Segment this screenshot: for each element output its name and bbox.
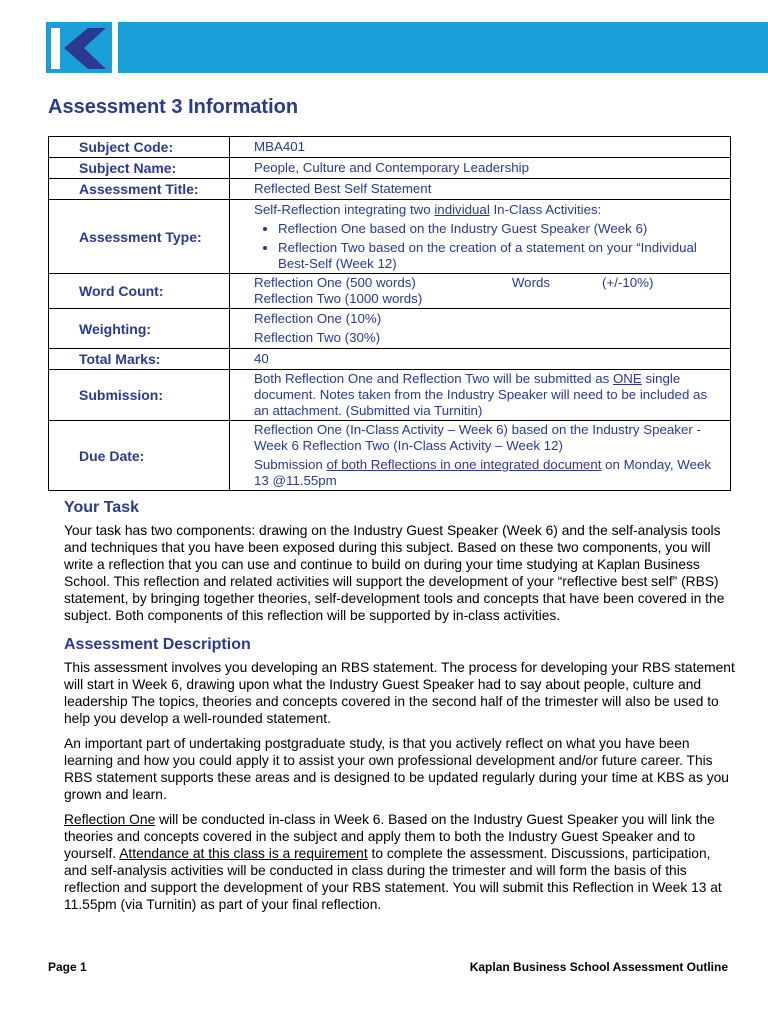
- description-paragraph-2: An important part of undertaking postgraduate study, is that you actively reflect on what you have been learning and how you could apply it to assist your own professional development and/or future career. This RBS statement supports these areas and is designed to be updated regularly during your time at KBS as you grown and learn.: [64, 736, 729, 802]
- word-count-value: [230, 274, 731, 309]
- due-date-reflections: Reflection One (In-Class Activity – Week 6) based on the Industry Speaker - Week 6 Reflection Two (In-Class Activity – Week 12): [254, 422, 701, 453]
- list-item: • Reflection One based on the Industry Guest Speaker (Week 6): [278, 221, 722, 237]
- subject-code-value: MBA401: [230, 137, 731, 158]
- assessment-type-label: Assessment Type:: [49, 200, 230, 274]
- assessment-type-intro: [254, 202, 722, 218]
- due-date-deadline: on Monday, Week 13 @11.55pm: [254, 457, 712, 488]
- assessment-type-list: [254, 221, 722, 272]
- table-row-weighting: [49, 309, 731, 349]
- assessment-type-intro-text: Self-Reflection integrating two: [254, 201, 435, 217]
- total-marks-value: 40: [230, 349, 731, 370]
- table-row-assessment-type: [49, 200, 731, 274]
- word-count-line-1: [254, 275, 722, 291]
- total-marks-label: Total Marks:: [49, 349, 230, 370]
- subject-name-value: People, Culture and Contemporary Leadership: [230, 158, 731, 179]
- description-paragraph-1: This assessment involves you developing an RBS statement. The process for developing your RBS statement will start in Week 6, drawing upon what the Industry Guest Speaker had to say about people, culture and leadership The topics, theories and concepts covered in the second half of the trimester will also be used to help you develop a well-rounded statement.: [64, 660, 735, 726]
- weighting-reflection-one: Reflection One (10%): [254, 311, 382, 326]
- your-task-heading: Your Task: [64, 499, 139, 516]
- subject-name-label: Subject Name:: [49, 158, 230, 179]
- submission-text-end: single document. Notes taken from the Industry Speaker will need to be included as an attachment. (Submitted via Turnitin): [254, 371, 708, 418]
- submission-label: Submission:: [49, 370, 230, 421]
- submission-text: Both Reflection One and Reflection Two will be submitted as: [254, 371, 613, 386]
- document-footer-title: Kaplan Business School Assessment Outline: [469, 960, 728, 974]
- header-banner: [118, 22, 768, 73]
- assessment-description-heading: Assessment Description: [64, 636, 251, 653]
- word-count-reflection-one: Reflection One (500 words): [254, 275, 416, 290]
- assessment-title-value: Reflected Best Self Statement: [230, 179, 731, 200]
- description-paragraph-3-text: will be conducted in-class in Week 6. Based on the Industry Guest Speaker you will link the theories and concepts covered in the subject and apply them to both the Industry Guest Speaker and to yourself.: [64, 812, 715, 861]
- assessment-type-intro-end: In-Class Activities:: [489, 201, 602, 217]
- attendance-requirement-emphasis: Attendance at this class is a requirement: [119, 846, 368, 861]
- due-date-submission: [254, 457, 722, 489]
- subject-code-label: Subject Code:: [49, 137, 230, 158]
- list-item: • Reflection Two based on the creation of a statement on your “Individual Best-Self (Week 12): [278, 240, 722, 272]
- due-date-submission-text: Submission: [254, 457, 327, 472]
- reflection-one-emphasis: Reflection One: [64, 812, 156, 827]
- weighting-label: Weighting:: [49, 309, 230, 349]
- assessment-type-value: [230, 200, 731, 274]
- table-row-submission: [49, 370, 731, 421]
- table-row-assessment-title: [49, 179, 731, 200]
- word-count-label: Word Count:: [49, 274, 230, 309]
- word-count-words: Words: [511, 275, 551, 290]
- table-row-subject-code: [49, 137, 731, 158]
- due-date-label: Due Date:: [49, 421, 230, 491]
- due-date-value: [230, 421, 731, 491]
- assessment-info-table: [48, 136, 731, 491]
- page-title: Assessment 3 Information: [48, 96, 299, 118]
- word-count-tolerance: (+/-10%): [602, 275, 654, 290]
- description-paragraph-3: [64, 811, 736, 913]
- weighting-value: [230, 309, 731, 349]
- kaplan-k-logo-icon: [46, 22, 112, 73]
- table-row-total-marks: [49, 349, 731, 370]
- due-date-integrated-emphasis: of both Reflections in one integrated document: [326, 457, 602, 472]
- submission-one-emphasis: ONE: [612, 371, 642, 386]
- table-row-due-date: [49, 421, 731, 491]
- submission-value: [230, 370, 731, 421]
- body-content: [64, 499, 736, 921]
- word-count-reflection-two: Reflection Two (1000 words): [254, 291, 423, 306]
- weighting-reflection-two: Reflection Two (30%): [254, 330, 381, 345]
- page-number: Page 1: [48, 960, 87, 974]
- your-task-text: Your task has two components: drawing on the Industry Guest Speaker (Week 6) and the self-analysis tools and techniques that you have been exposed during this subject. Based on these two components, you will write a reflection that you can use and continue to build on during your time studying at Kaplan Business School. This reflection and related activities will support the development of your “reflective best self” (RBS) statement, by bringing together theories, self-development tools and concepts that have been covered in the subject. Both components of this reflection will be supported by in-class activities.: [64, 523, 725, 623]
- description-paragraph-3-end: to complete the assessment. Discussions, participation, and self-analysis activities will be conducted in class during the trimester and will form the basis of this reflection and support the development of your RBS statement. You will submit this Reflection in Week 13 at 11.55pm (via Turnitin) as part of your final reflection.: [64, 846, 722, 912]
- table-row-subject-name: [49, 158, 731, 179]
- kaplan-logo: [46, 22, 112, 73]
- individual-emphasis: individual: [434, 201, 490, 217]
- assessment-title-label: Assessment Title:: [49, 179, 230, 200]
- table-row-word-count: [49, 274, 731, 309]
